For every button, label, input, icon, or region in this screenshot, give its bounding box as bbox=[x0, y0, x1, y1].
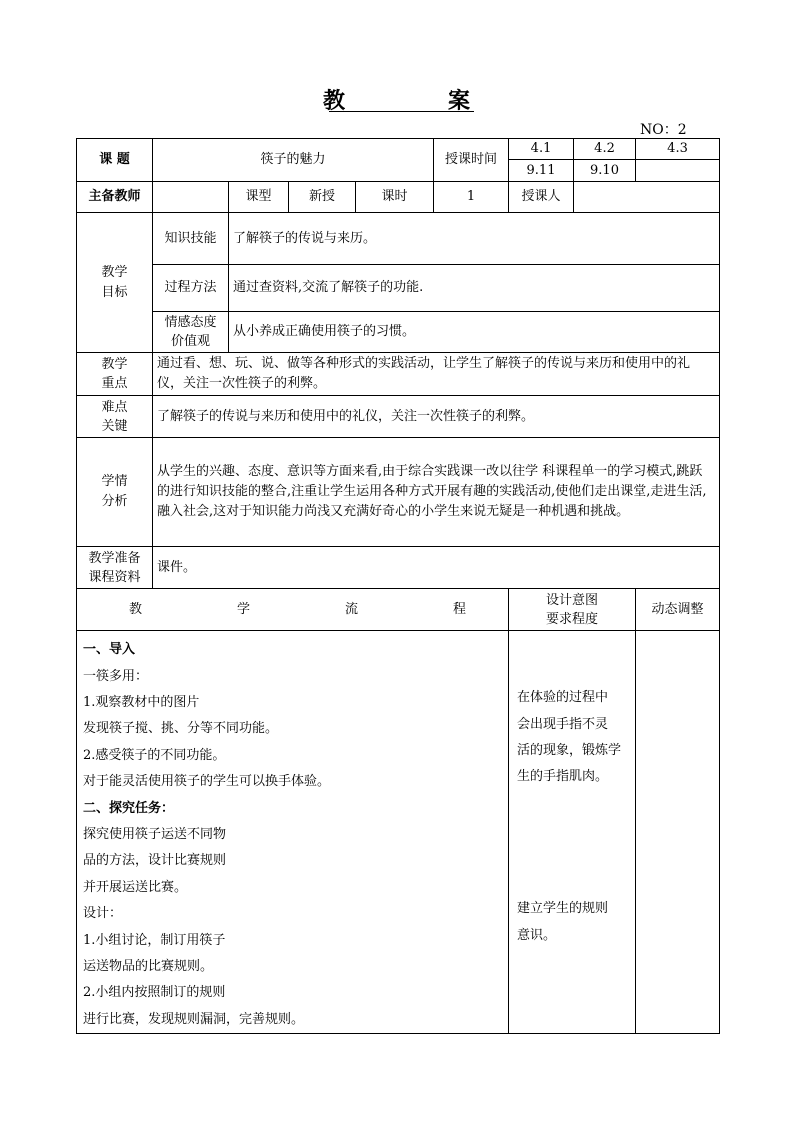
flow-line: 1.小组讨论，制订用筷子 bbox=[83, 932, 226, 948]
date-9-10: 9.10 bbox=[574, 160, 636, 182]
emotion-value: 从小养成正确使用筷子的习惯。 bbox=[229, 312, 720, 353]
date-empty bbox=[636, 160, 720, 182]
flow-line: 发现筷子搅、挑、分等不同功能。 bbox=[83, 721, 279, 737]
intent-line: 在体验的过程中 bbox=[517, 690, 609, 706]
intent-line: 活的现象，锻炼学 bbox=[517, 742, 622, 758]
analysis-label bbox=[77, 438, 153, 547]
prep-label-line1: 教学准备 bbox=[88, 550, 141, 566]
knowledge-value: 了解筷子的传说与来历。 bbox=[229, 213, 720, 265]
flow-header-char-2: 学 bbox=[237, 601, 251, 617]
intent-line bbox=[517, 844, 631, 870]
intent-content bbox=[509, 631, 636, 1034]
date-4-1: 4.1 bbox=[509, 139, 574, 160]
flow-line: 1.观察教材中的图片 bbox=[83, 694, 200, 710]
emotion-label bbox=[153, 312, 229, 353]
intent-line: 建立学生的规则 bbox=[517, 901, 609, 917]
flow-line: 二、探究任务： bbox=[83, 800, 175, 816]
teacher-label: 主备教师 bbox=[77, 182, 153, 213]
document-number: NO：2 bbox=[640, 122, 687, 138]
date-4-2: 4.2 bbox=[574, 139, 636, 160]
instructor-label: 授课人 bbox=[509, 182, 574, 213]
intent-line bbox=[517, 791, 631, 817]
emotion-label-line2: 价值观 bbox=[170, 334, 210, 350]
hours-value: 1 bbox=[434, 182, 509, 213]
key-points-value: 通过看、想、玩、说、做等各种形式的实践活动，让学生了解筷子的传说与来历和使用中的礼仪，关注一次性筷子的利弊。 bbox=[153, 353, 720, 396]
flow-header-chars bbox=[81, 600, 504, 620]
hours-label: 课时 bbox=[356, 182, 434, 213]
flow-content bbox=[77, 631, 509, 1034]
intent-line: 意识。 bbox=[517, 927, 557, 943]
flow-line: 2.小组内按照制订的规则 bbox=[83, 985, 226, 1001]
title-char-1: 教 bbox=[323, 88, 346, 114]
flow-line: 探究使用筷子运送不同物 bbox=[83, 826, 227, 842]
prep-label-line2: 课程资料 bbox=[88, 569, 141, 585]
flow-line: 对于能灵活使用筷子的学生可以换手体验。 bbox=[83, 774, 331, 790]
process-label: 过程方法 bbox=[153, 265, 229, 312]
difficulties-label-line2: 关键 bbox=[101, 418, 128, 434]
date-9-11: 9.11 bbox=[509, 160, 574, 182]
difficulties-label-line1: 难点 bbox=[101, 399, 128, 415]
course-label: 课 题 bbox=[77, 139, 153, 182]
intent-line bbox=[517, 870, 631, 896]
flow-line: 2.感受筷子的不同功能。 bbox=[83, 747, 226, 763]
process-value: 通过查资料,交流了解筷子的功能. bbox=[229, 265, 720, 312]
flow-line: 运送物品的比赛规则。 bbox=[83, 959, 214, 975]
objectives-label-line2: 目标 bbox=[101, 284, 128, 300]
flow-line: 并开展运送比赛。 bbox=[83, 879, 188, 895]
knowledge-label: 知识技能 bbox=[153, 213, 229, 265]
flow-line: 进行比赛，发现规则漏洞，完善规则。 bbox=[83, 1011, 305, 1027]
adjust-header: 动态调整 bbox=[636, 589, 720, 631]
intent-line: 生的手指肌肉。 bbox=[517, 769, 609, 785]
intent-line bbox=[517, 817, 631, 843]
title-char-2: 案 bbox=[448, 88, 471, 114]
emotion-label-line1: 情感态度 bbox=[164, 315, 217, 331]
time-label: 授课时间 bbox=[434, 139, 509, 182]
difficulties-label bbox=[77, 396, 153, 438]
difficulties-value: 了解筷子的传说与来历和使用中的礼仪，关注一次性筷子的利弊。 bbox=[153, 396, 720, 438]
flow-header-char-3: 流 bbox=[345, 601, 359, 617]
title-underline bbox=[329, 111, 474, 112]
analysis-label-line2: 分析 bbox=[101, 494, 128, 510]
intent-header-line2: 要求程度 bbox=[546, 611, 599, 627]
course-value: 筷子的魅力 bbox=[153, 139, 434, 182]
analysis-label-line1: 学情 bbox=[101, 474, 128, 489]
type-label: 课型 bbox=[229, 182, 289, 213]
key-points-label-line2: 重点 bbox=[101, 376, 128, 392]
flow-line: 设计： bbox=[83, 906, 123, 922]
intent-header bbox=[509, 589, 636, 631]
flow-header-char-1: 教 bbox=[129, 601, 143, 617]
analysis-value: 从学生的兴趣、态度、意识等方面来看,由于综合实践课一改以往学 科课程单一的学习模式,跳跃的进行知识技能的整合,注重让学生运用各种方式开展有趣的实践活动,使他们走出课堂,走进生活,融入社会,这对于知识能力尚浅又充满好奇心的小学生来说无疑是一种机遇和挑战。 bbox=[153, 438, 720, 547]
objectives-label-line1: 教学 bbox=[101, 264, 128, 280]
type-value: 新授 bbox=[289, 182, 356, 213]
key-points-label-line1: 教学 bbox=[101, 357, 128, 373]
document-title bbox=[0, 84, 794, 114]
flow-header-char-4: 程 bbox=[453, 601, 467, 617]
adjust-content bbox=[636, 631, 720, 1034]
prep-label bbox=[77, 547, 153, 589]
intent-header-line1: 设计意图 bbox=[546, 592, 599, 608]
flow-header bbox=[77, 589, 509, 631]
instructor-value bbox=[574, 182, 720, 213]
key-points-label bbox=[77, 353, 153, 396]
intent-line: 会出现手指不灵 bbox=[517, 716, 609, 732]
objectives-label bbox=[77, 213, 153, 353]
lesson-plan-table bbox=[76, 138, 720, 1034]
prep-value: 课件。 bbox=[153, 547, 720, 589]
flow-line: 一筷多用： bbox=[83, 668, 149, 684]
flow-line: 品的方法，设计比赛规则 bbox=[83, 853, 227, 869]
flow-line: 一、导入 bbox=[83, 642, 136, 658]
date-4-3: 4.3 bbox=[636, 139, 720, 160]
teacher-value bbox=[153, 182, 229, 213]
